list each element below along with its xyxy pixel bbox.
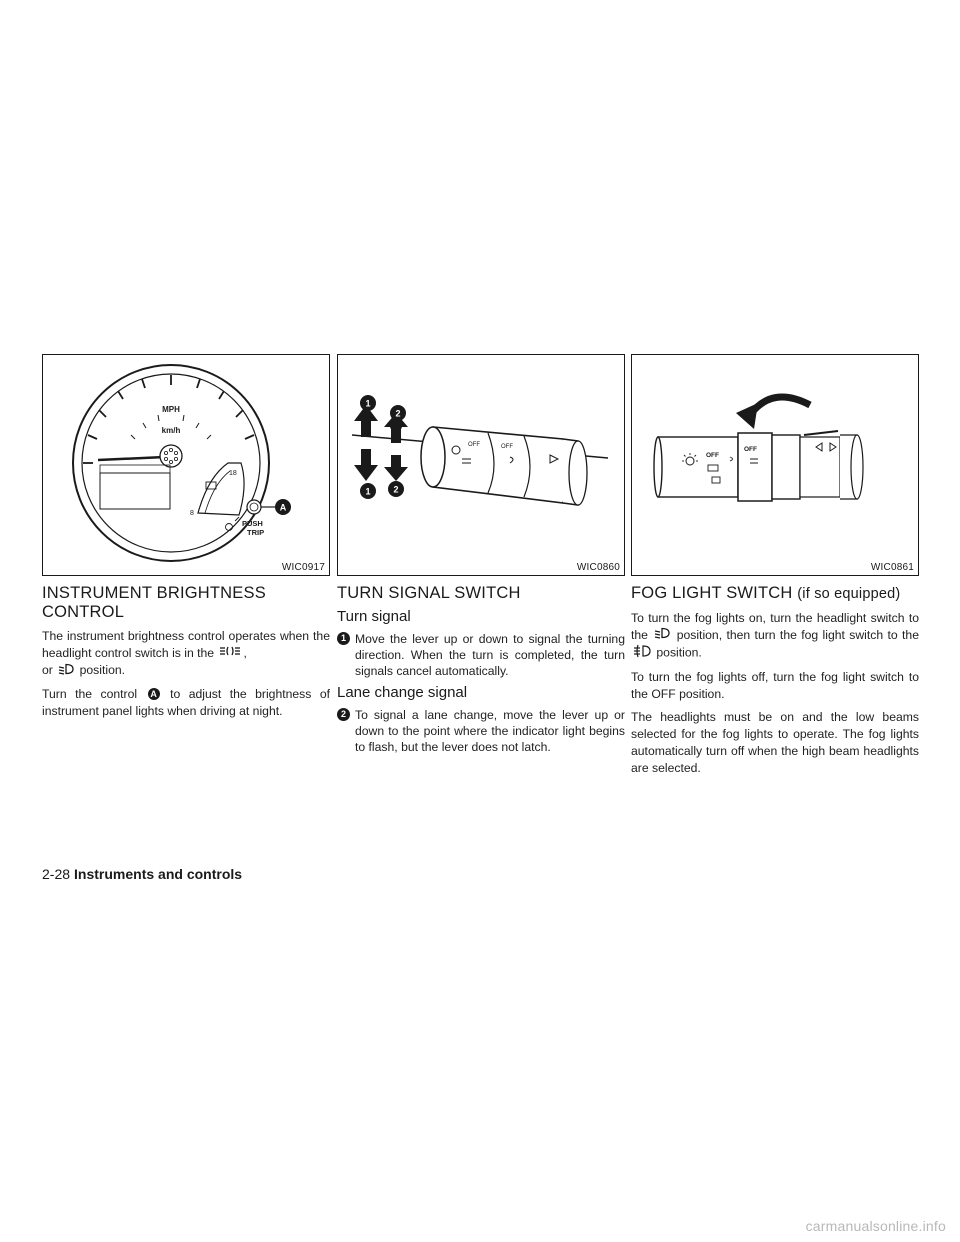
page-footer bbox=[42, 866, 242, 882]
push-label: PUSH bbox=[242, 519, 263, 528]
text-run: to adjust the brightness of instrument panel lights when driving at night. bbox=[42, 686, 330, 718]
figure-label-2-top: 2 bbox=[395, 408, 401, 419]
text-run: The instrument brightness control operates when the headlight control switch is in the bbox=[42, 629, 330, 660]
subheading-turn-signal: Turn signal bbox=[337, 608, 411, 625]
figure-off-label-1: OFF bbox=[468, 442, 480, 448]
title-main: FOG LIGHT SWITCH bbox=[631, 584, 793, 602]
figure-code: WIC0861 bbox=[870, 562, 914, 573]
headlight-icon bbox=[58, 663, 74, 680]
instrument-cluster-illustration bbox=[43, 355, 329, 575]
text-run: , bbox=[243, 646, 247, 660]
figure-label-2-bottom: 2 bbox=[393, 484, 399, 495]
figure-callout-a: A bbox=[279, 502, 287, 513]
paragraph-fog-conditions: The headlights must be on and the low beams selected for the fog lights to operate. The fog lights automatically turn off when the high beam headlights are selected. bbox=[631, 710, 919, 776]
section-title-instrument-brightness: INSTRUMENT BRIGHTNESS CONTROL bbox=[42, 584, 266, 621]
figure-off-label-fog: OFF bbox=[744, 446, 757, 453]
column-turn-signal bbox=[337, 354, 625, 755]
figure-turn-signal-lever bbox=[337, 354, 625, 576]
text-run: position, then turn the fog light switch to the bbox=[676, 628, 919, 642]
fog-light-switch-illustration bbox=[632, 355, 918, 575]
text-run: position. bbox=[656, 646, 702, 660]
text-run: or bbox=[42, 663, 53, 678]
svg-text:18: 18 bbox=[229, 470, 237, 477]
column-fog-light bbox=[631, 354, 919, 777]
mph-label: MPH bbox=[162, 405, 180, 414]
trip-label: TRIP bbox=[247, 528, 265, 537]
subheading-lane-change-signal: Lane change signal bbox=[337, 684, 468, 701]
text-run: Turn the control bbox=[42, 686, 138, 701]
step-1-icon: 1 bbox=[337, 632, 350, 645]
step-2-icon: 2 bbox=[337, 708, 350, 721]
text-run: position. bbox=[79, 663, 126, 678]
watermark: carmanualsonline.info bbox=[805, 1218, 946, 1234]
list-item-lane-change bbox=[337, 707, 625, 755]
section-name: Instruments and controls bbox=[74, 866, 243, 882]
title-suffix: (if so equipped) bbox=[797, 586, 901, 602]
item-text: To signal a lane change, move the lever up or down to the point where the indicator light begins to flash, but the lever does not latch. bbox=[355, 708, 625, 754]
figure-off-label-headlight: OFF bbox=[706, 452, 719, 459]
headlight-icon bbox=[654, 627, 670, 644]
figure-label-1-bottom: 1 bbox=[365, 486, 371, 497]
list-item-turn-signal bbox=[337, 631, 625, 679]
text-run: To turn the fog lights on, turn the headlight switch to the bbox=[631, 611, 919, 642]
parking-light-icon bbox=[219, 645, 241, 662]
kmh-label: km/h bbox=[161, 426, 181, 435]
figure-off-label-2: OFF bbox=[501, 444, 513, 450]
turn-signal-lever-illustration bbox=[338, 355, 624, 575]
paragraph-brightness-operates bbox=[42, 628, 330, 680]
paragraph-turn-control bbox=[42, 686, 330, 720]
section-title-turn-signal-switch: TURN SIGNAL SWITCH bbox=[337, 584, 521, 602]
figure-code: WIC0860 bbox=[576, 562, 620, 573]
figure-fog-light-switch bbox=[631, 354, 919, 576]
figure-code: WIC0917 bbox=[281, 562, 325, 573]
column-instrument-brightness bbox=[42, 354, 330, 720]
callout-a-icon: A bbox=[148, 688, 160, 700]
item-text: Move the lever up or down to signal the turning direction. When the turn is completed, the turn signals cancel automatically. bbox=[355, 632, 625, 678]
page-number: 2-28 bbox=[42, 866, 71, 882]
figure-instrument-cluster bbox=[42, 354, 330, 576]
svg-text:8: 8 bbox=[190, 510, 194, 517]
paragraph-fog-off: To turn the fog lights off, turn the fog light switch to the OFF position. bbox=[631, 670, 919, 702]
section-title-fog-light-switch bbox=[631, 584, 919, 604]
fog-light-icon bbox=[633, 644, 651, 663]
figure-label-1-top: 1 bbox=[365, 398, 371, 409]
paragraph-fog-on bbox=[631, 610, 919, 663]
